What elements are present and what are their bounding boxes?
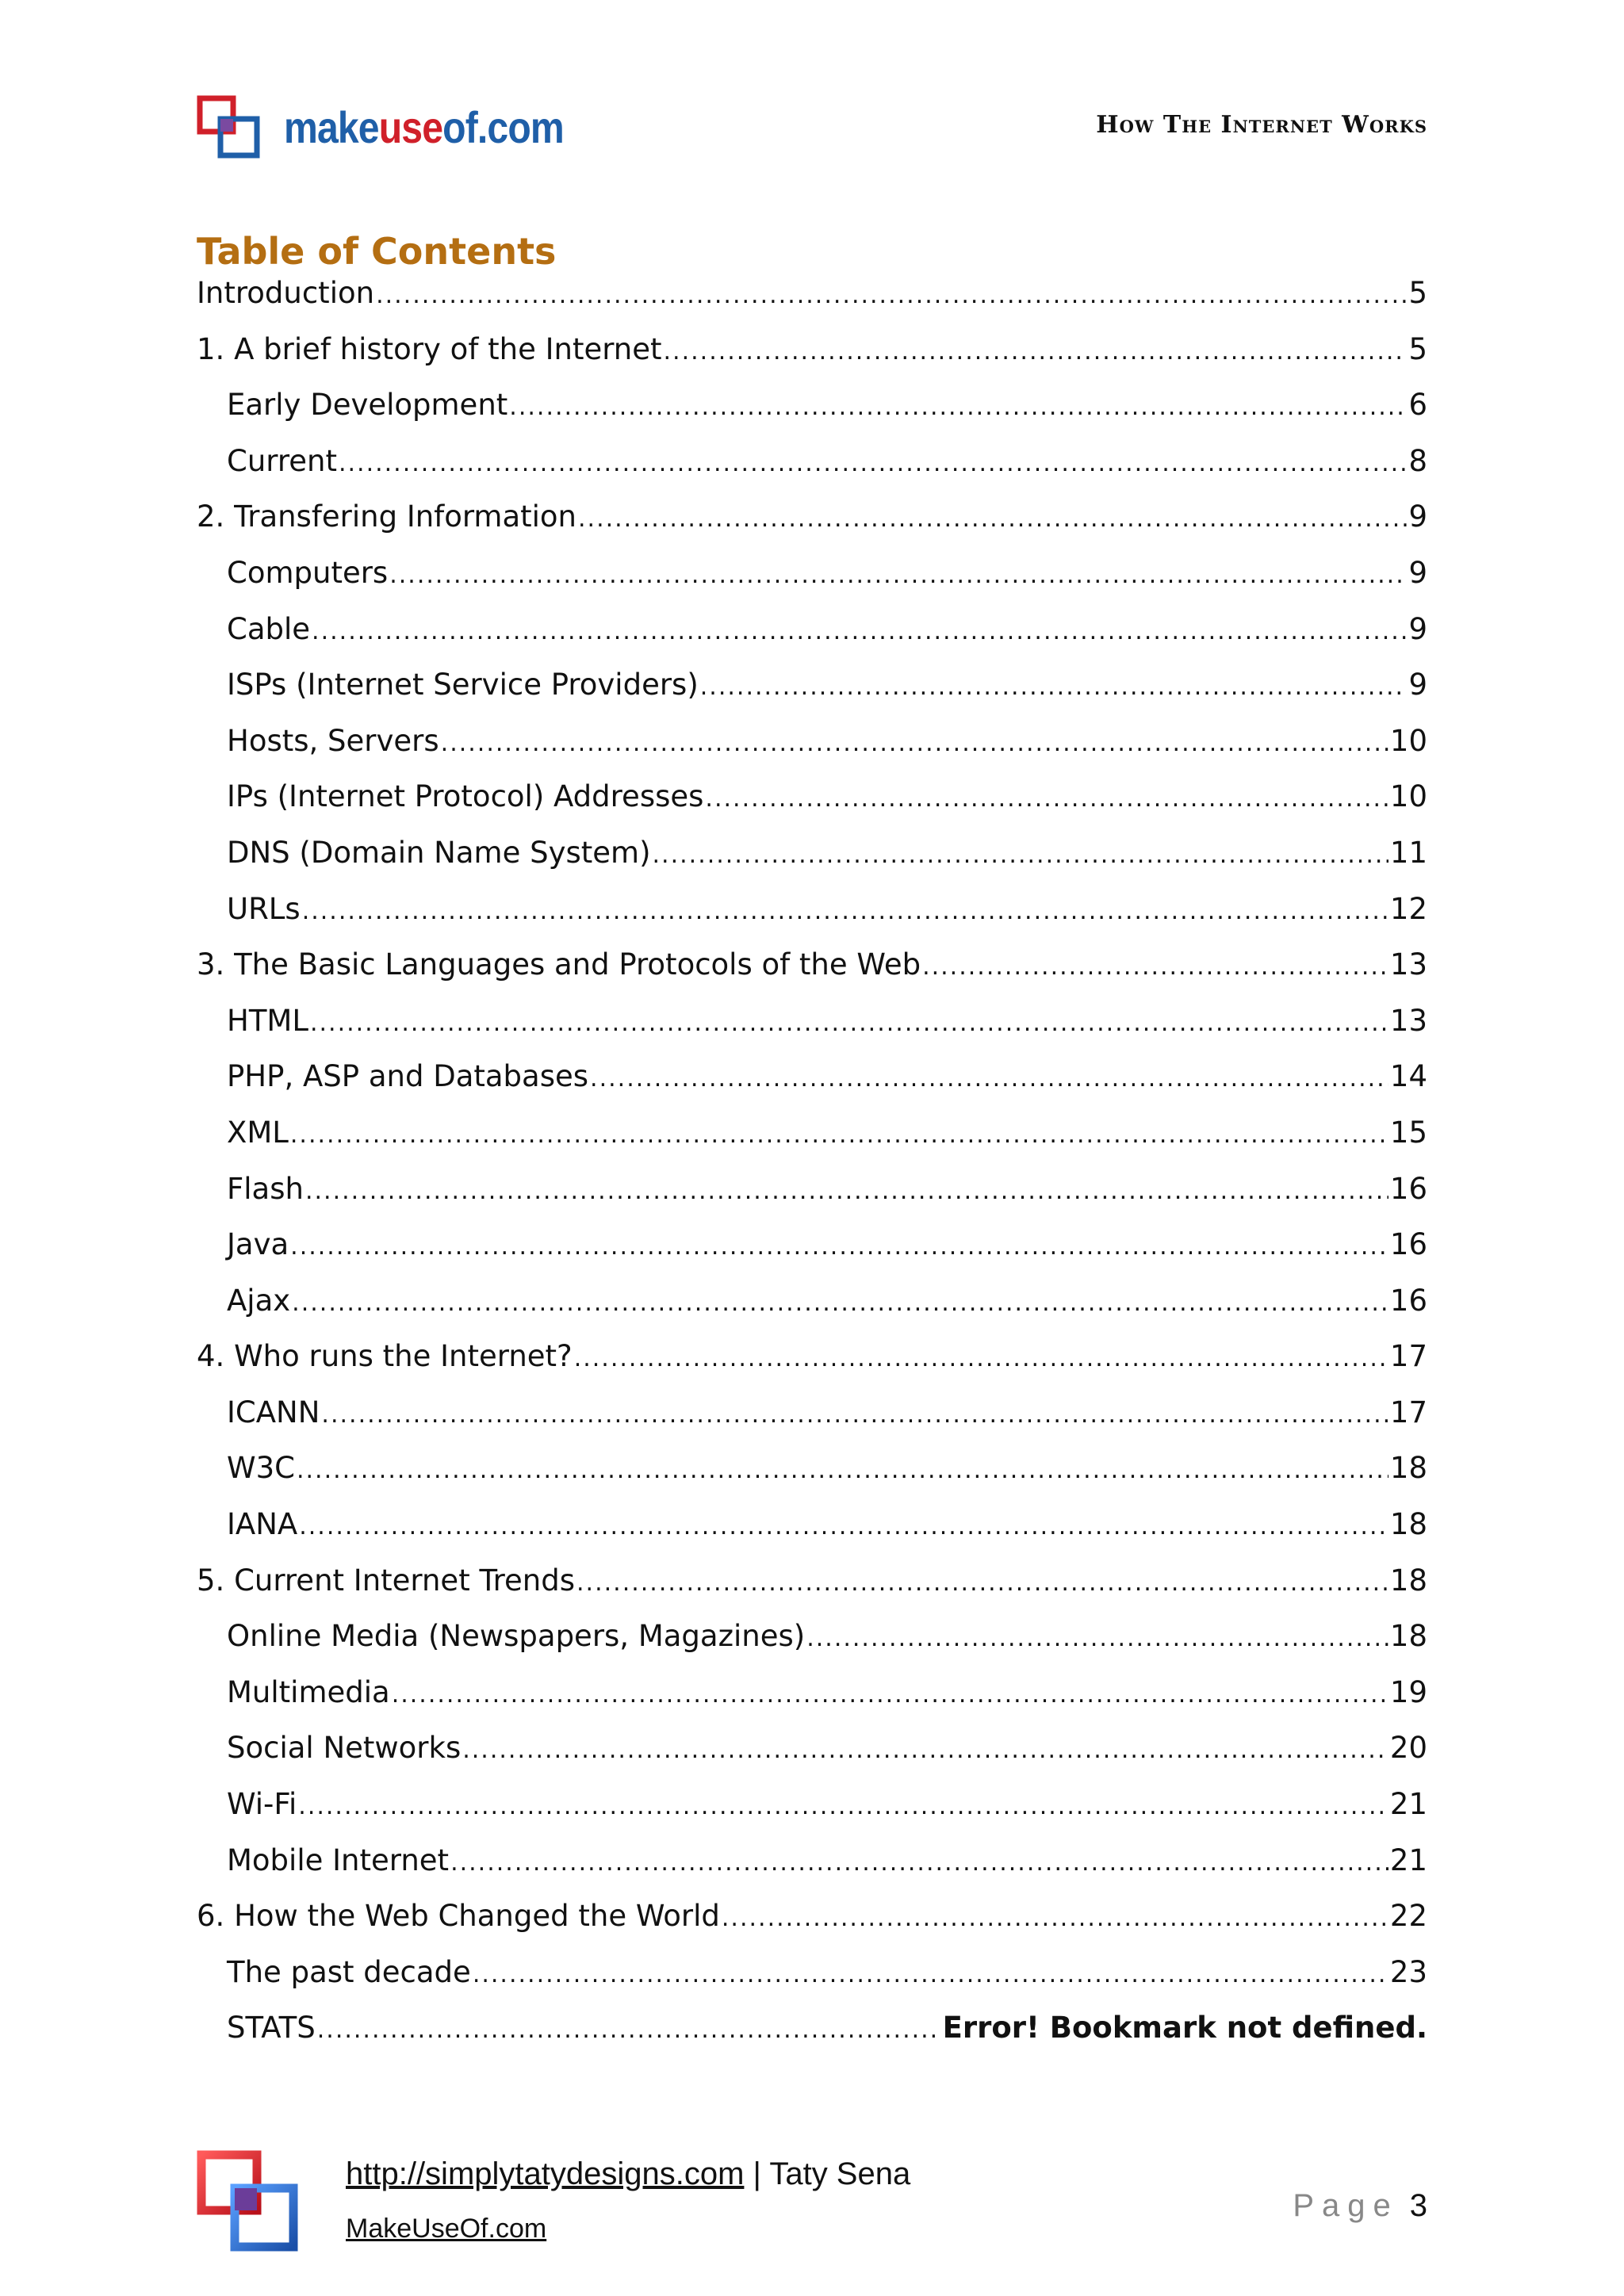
toc-entry[interactable]: [197, 1004, 1427, 1060]
toc-entry-page: 19: [1389, 1674, 1427, 1709]
toc-entry[interactable]: [197, 1507, 1427, 1563]
toc-entry[interactable]: [197, 1451, 1427, 1507]
toc-entry-label: IANA: [227, 1507, 298, 1542]
toc-entry[interactable]: [197, 444, 1427, 500]
footer-author: Taty Sena: [769, 2156, 911, 2191]
toc-entry-page: 21: [1389, 1787, 1427, 1822]
toc-entry[interactable]: [197, 1339, 1427, 1395]
toc-leader-dots: [292, 1289, 1388, 1317]
toc-entry-label: Wi-Fi: [227, 1787, 297, 1822]
toc-leader-dots: [299, 1513, 1388, 1540]
toc-entry-page: 9: [1408, 555, 1427, 590]
logo-wordmark: makeuseof.com: [284, 102, 564, 152]
toc-entry-page: 18: [1389, 1507, 1427, 1542]
toc-leader-dots: [664, 338, 1408, 365]
toc-entry-label: Current: [227, 443, 337, 478]
toc-entry-label: Cable: [227, 611, 311, 646]
toc-entry-page: 20: [1389, 1731, 1427, 1766]
toc-heading: Table of Contents: [197, 230, 557, 273]
toc-entry[interactable]: [197, 276, 1427, 332]
toc-leader-dots: [578, 505, 1407, 533]
toc-leader-dots: [722, 1904, 1388, 1932]
makeuseof-logo: [197, 95, 593, 162]
toc-entry[interactable]: [197, 388, 1427, 444]
page-number-value: 3: [1409, 2188, 1427, 2223]
toc-leader-dots: [302, 897, 1388, 925]
toc-entry[interactable]: [197, 612, 1427, 668]
toc-entry[interactable]: [197, 892, 1427, 948]
toc-entry-label: Online Media (Newspapers, Magazines): [227, 1619, 806, 1654]
toc-leader-dots: [297, 1456, 1388, 1484]
toc-entry-page: 5: [1408, 331, 1427, 366]
toc-entry-label: URLs: [227, 891, 301, 926]
toc-entry-label: 4. Who runs the Internet?: [197, 1339, 573, 1374]
toc-entry-page: 21: [1389, 1843, 1427, 1877]
toc-entry[interactable]: [197, 1284, 1427, 1340]
toc-entry-label: The past decade: [227, 1954, 471, 1989]
footer-url-link[interactable]: http://simplytatydesigns.com: [346, 2156, 745, 2191]
toc-entry-page: 8: [1408, 443, 1427, 478]
toc-leader-dots: [700, 673, 1408, 701]
toc-entry-page: 14: [1389, 1059, 1427, 1094]
toc-entry-label: STATS: [227, 2011, 316, 2045]
toc-entry-page: 13: [1389, 1003, 1427, 1038]
toc-entry-page: 10: [1389, 723, 1427, 758]
toc-leader-dots: [298, 1793, 1388, 1820]
toc-leader-dots: [339, 450, 1407, 477]
toc-leader-dots: [310, 1009, 1388, 1037]
toc-entry-page: 22: [1389, 1899, 1427, 1934]
toc-entry[interactable]: [197, 1563, 1427, 1620]
toc-entry[interactable]: [197, 556, 1427, 612]
toc-entry-page: 9: [1408, 611, 1427, 646]
toc-entry-page: 18: [1389, 1619, 1427, 1654]
toc-leader-dots: [509, 393, 1407, 421]
table-of-contents: [197, 276, 1427, 2067]
toc-entry-page: 18: [1389, 1451, 1427, 1486]
toc-entry-page: 10: [1389, 779, 1427, 814]
toc-entry[interactable]: [197, 668, 1427, 724]
toc-entry-label: DNS (Domain Name System): [227, 835, 651, 870]
toc-entry[interactable]: [197, 1731, 1427, 1787]
page-label: Page: [1293, 2188, 1399, 2223]
toc-leader-dots: [922, 953, 1388, 981]
toc-entry-page: 23: [1389, 1954, 1427, 1989]
toc-entry-label: HTML: [227, 1003, 308, 1038]
toc-entry-page: 13: [1389, 947, 1427, 982]
toc-entry-label: Introduction: [197, 276, 375, 310]
toc-entry[interactable]: [197, 1675, 1427, 1732]
toc-entry-label: ICANN: [227, 1395, 320, 1429]
toc-entry-label: Multimedia: [227, 1674, 390, 1709]
toc-leader-dots: [653, 841, 1388, 869]
toc-leader-dots: [574, 1345, 1388, 1372]
toc-entry[interactable]: [197, 332, 1427, 388]
footer-brand-link[interactable]: MakeUseOf.com: [346, 2214, 547, 2244]
toc-entry[interactable]: [197, 1172, 1427, 1228]
toc-entry-label: 3. The Basic Languages and Protocols of the Web: [197, 947, 921, 982]
toc-entry-label: Flash: [227, 1171, 304, 1206]
toc-entry-page: 12: [1389, 891, 1427, 926]
toc-leader-dots: [312, 618, 1407, 645]
makeuseof-logo-icon: [197, 95, 263, 162]
toc-entry-page: 15: [1389, 1115, 1427, 1150]
toc-entry-label: 2. Transfering Information: [197, 499, 576, 534]
toc-entry-page: 17: [1389, 1339, 1427, 1374]
toc-entry-label: Ajax: [227, 1283, 291, 1318]
toc-leader-dots: [290, 1233, 1388, 1261]
toc-entry-page: 16: [1389, 1227, 1427, 1262]
toc-entry-page: 6: [1408, 388, 1427, 423]
toc-entry-label: Early Development: [227, 388, 508, 423]
toc-leader-dots: [441, 729, 1388, 757]
toc-leader-dots: [705, 785, 1388, 813]
toc-leader-dots: [806, 1624, 1388, 1652]
toc-entry-page: 18: [1389, 1563, 1427, 1598]
toc-entry[interactable]: [197, 947, 1427, 1004]
toc-entry[interactable]: [197, 1059, 1427, 1115]
toc-entry-page: 16: [1389, 1283, 1427, 1318]
toc-leader-dots: [290, 1121, 1388, 1149]
toc-entry-page: Error! Bookmark not defined.: [942, 2011, 1427, 2045]
toc-leader-dots: [392, 1681, 1388, 1709]
toc-entry-page: 17: [1389, 1395, 1427, 1429]
toc-leader-dots: [389, 561, 1407, 589]
toc-leader-dots: [473, 1961, 1388, 1988]
toc-leader-dots: [376, 281, 1407, 309]
toc-leader-dots: [590, 1065, 1388, 1093]
toc-entry-page: 16: [1389, 1171, 1427, 1206]
toc-entry[interactable]: [197, 1619, 1427, 1675]
toc-entry-label: Social Networks: [227, 1731, 462, 1766]
toc-entry-label: PHP, ASP and Databases: [227, 1059, 589, 1094]
toc-entry-label: 1. A brief history of the Internet: [197, 331, 662, 366]
toc-leader-dots: [321, 1401, 1388, 1429]
toc-entry-page: 9: [1408, 668, 1427, 702]
toc-entry[interactable]: [197, 1227, 1427, 1284]
toc-leader-dots: [450, 1849, 1388, 1877]
footer-separator: |: [744, 2156, 770, 2191]
toc-entry[interactable]: [197, 1395, 1427, 1452]
toc-leader-dots: [462, 1736, 1388, 1764]
toc-entry[interactable]: [197, 1843, 1427, 1900]
toc-entry[interactable]: [197, 836, 1427, 892]
toc-entry[interactable]: [197, 1955, 1427, 2011]
toc-entry-page: 11: [1389, 835, 1427, 870]
toc-entry-page: 9: [1408, 499, 1427, 534]
toc-entry-label: XML: [227, 1115, 289, 1150]
toc-entry-label: W3C: [227, 1451, 295, 1486]
toc-leader-dots: [576, 1569, 1388, 1597]
toc-entry-label: 5. Current Internet Trends: [197, 1563, 576, 1598]
toc-entry[interactable]: [197, 779, 1427, 836]
toc-entry-page: 5: [1408, 276, 1427, 310]
toc-entry-label: Java: [227, 1227, 289, 1262]
footer-credit: [346, 2156, 910, 2192]
toc-entry[interactable]: [197, 724, 1427, 780]
toc-entry-label: Hosts, Servers: [227, 723, 439, 758]
toc-entry-label: 6. How the Web Changed the World: [197, 1899, 720, 1934]
toc-entry-label: Computers: [227, 555, 389, 590]
makeuseof-footer-logo-icon: [197, 2150, 300, 2253]
toc-entry[interactable]: [197, 1899, 1427, 1955]
toc-leader-dots: [305, 1177, 1388, 1205]
toc-leader-dots: [317, 2016, 941, 2044]
toc-entry[interactable]: [197, 1115, 1427, 1172]
toc-entry[interactable]: [197, 1787, 1427, 1843]
toc-entry[interactable]: [197, 499, 1427, 556]
toc-entry-label: Mobile Internet: [227, 1843, 450, 1877]
toc-entry-label: IPs (Internet Protocol) Addresses: [227, 779, 704, 814]
toc-entry[interactable]: [197, 2011, 1427, 2067]
page-number: [1293, 2188, 1427, 2224]
document-title: How The Internet Works: [1096, 111, 1427, 139]
toc-entry-label: ISPs (Internet Service Providers): [227, 668, 699, 702]
